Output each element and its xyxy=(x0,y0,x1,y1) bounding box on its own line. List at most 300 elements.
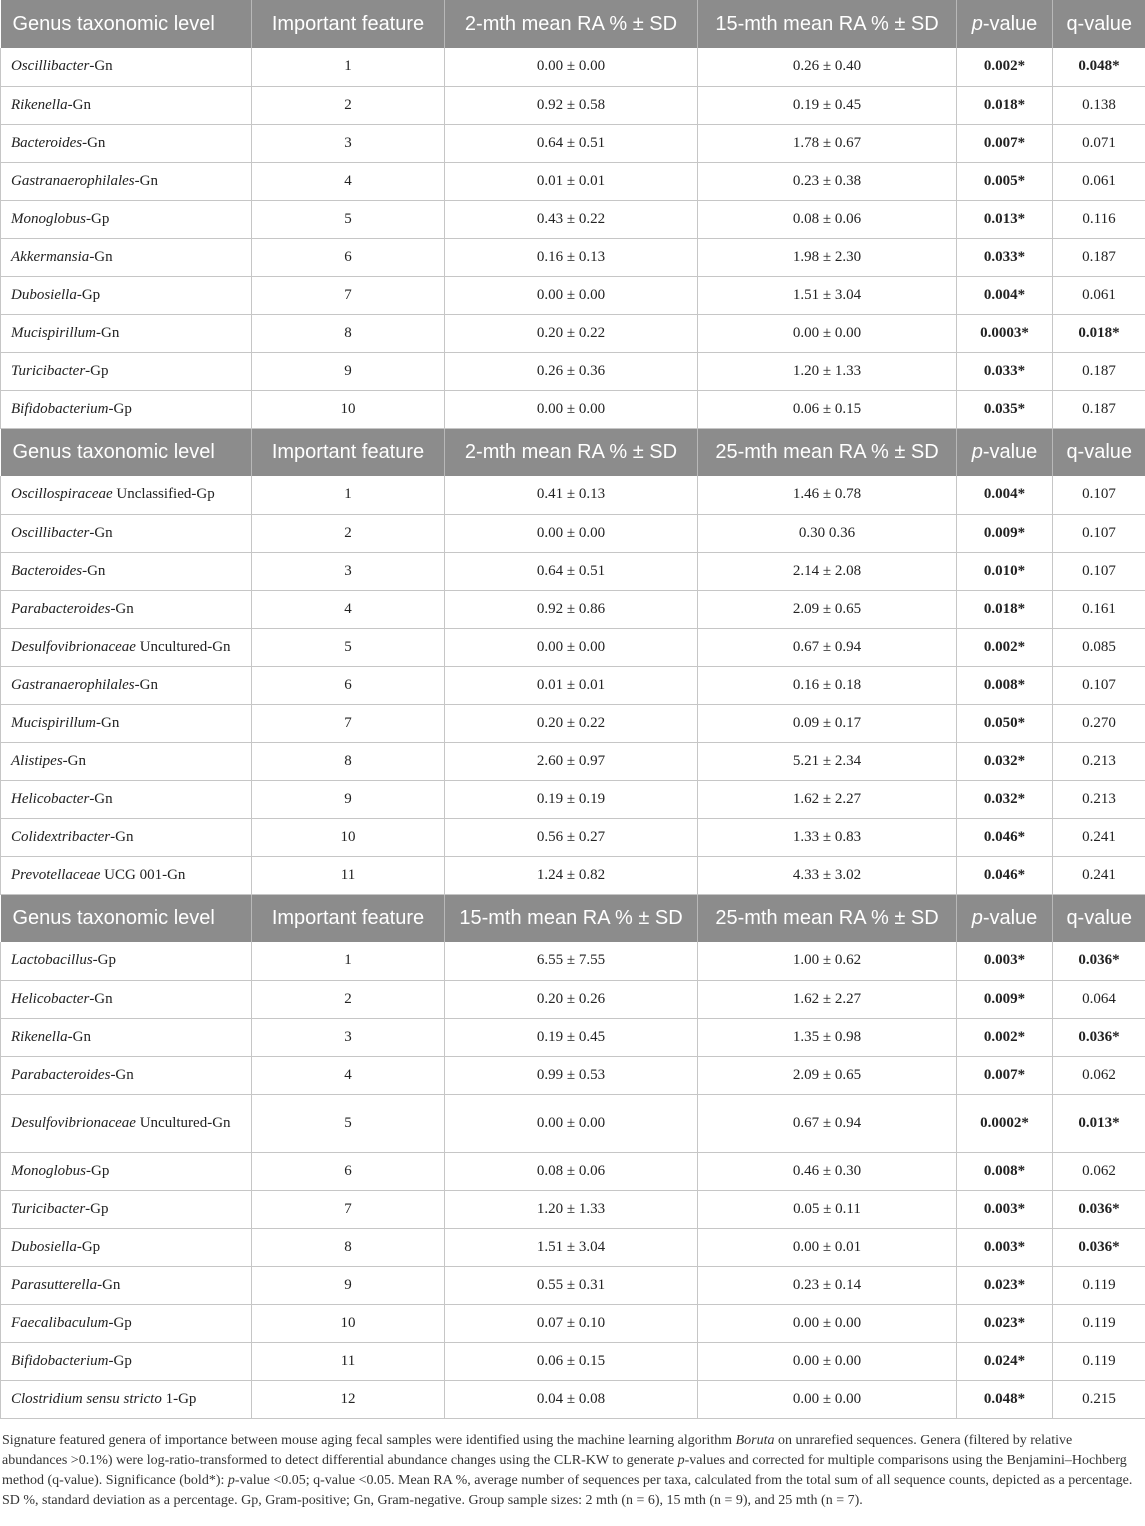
table-row xyxy=(1,124,1145,162)
feature-rank: 2 xyxy=(252,86,445,124)
section-header-row xyxy=(1,894,1145,942)
genus-cell xyxy=(1,86,252,124)
genus-cell xyxy=(1,1056,252,1094)
q-value: 0.085 xyxy=(1053,628,1145,666)
table-row xyxy=(1,1094,1145,1152)
mean-ra-b: 1.78 ± 0.67 xyxy=(698,124,957,162)
genus-name: Faecalibaculum xyxy=(11,1314,109,1331)
q-value: 0.036* xyxy=(1053,1190,1145,1228)
mean-ra-a: 0.43 ± 0.22 xyxy=(445,200,698,238)
genus-cell xyxy=(1,162,252,200)
mean-ra-a: 1.20 ± 1.33 xyxy=(445,1190,698,1228)
genus-cell xyxy=(1,1304,252,1342)
q-value: 0.071 xyxy=(1053,124,1145,162)
q-value: 0.036* xyxy=(1053,1018,1145,1056)
genus-suffix: -Gn xyxy=(134,676,158,693)
mean-ra-b: 0.16 ± 0.18 xyxy=(698,666,957,704)
genus-suffix: Unclassified-Gp xyxy=(112,486,215,503)
mean-ra-a: 0.01 ± 0.01 xyxy=(445,162,698,200)
table-row xyxy=(1,1342,1145,1380)
table-row xyxy=(1,1190,1145,1228)
table-row xyxy=(1,48,1145,86)
header-q-value: q-value xyxy=(1066,440,1133,463)
table-row xyxy=(1,590,1145,628)
table-row xyxy=(1,200,1145,238)
mean-ra-a: 0.55 ± 0.31 xyxy=(445,1266,698,1304)
mean-ra-a: 6.55 ± 7.55 xyxy=(445,942,698,980)
genus-cell xyxy=(1,200,252,238)
table-row xyxy=(1,1266,1145,1304)
p-value: 0.009* xyxy=(957,980,1053,1018)
q-value: 0.187 xyxy=(1053,238,1145,276)
header-q-value: q-value xyxy=(1066,12,1133,35)
p-value: 0.048* xyxy=(957,1380,1053,1418)
genus-name: Parabacteroides xyxy=(11,1066,111,1083)
q-value: 0.213 xyxy=(1053,742,1145,780)
p-value: 0.007* xyxy=(957,1056,1053,1094)
genus-name: Monoglobus xyxy=(11,1162,86,1179)
table-row xyxy=(1,1304,1145,1342)
genus-name: Prevotellaceae xyxy=(11,866,101,883)
mean-ra-b: 0.23 ± 0.38 xyxy=(698,162,957,200)
mean-ra-a: 0.56 ± 0.27 xyxy=(445,818,698,856)
mean-ra-b: 0.67 ± 0.94 xyxy=(698,1094,957,1152)
feature-rank: 10 xyxy=(252,818,445,856)
mean-ra-a: 0.16 ± 0.13 xyxy=(445,238,698,276)
p-value: 0.002* xyxy=(957,48,1053,86)
table-row xyxy=(1,238,1145,276)
mean-ra-a: 0.00 ± 0.00 xyxy=(445,390,698,428)
genus-name: Turicibacter xyxy=(11,1200,86,1217)
feature-rank: 9 xyxy=(252,1266,445,1304)
mean-ra-b: 1.62 ± 2.27 xyxy=(698,780,957,818)
p-value: 0.033* xyxy=(957,352,1053,390)
p-value: 0.009* xyxy=(957,514,1053,552)
feature-rank: 4 xyxy=(252,162,445,200)
genus-name: Akkermansia xyxy=(11,248,90,265)
genus-cell xyxy=(1,742,252,780)
header-col-a: 2-mth mean RA % ± SD xyxy=(445,428,698,476)
genus-suffix: -Gp xyxy=(108,400,132,417)
genus-name: Rikenella xyxy=(11,96,68,113)
genus-suffix: -Gp xyxy=(76,1238,101,1255)
genus-suffix: -Gp xyxy=(92,952,116,969)
genus-name: Bacteroides xyxy=(11,562,83,579)
mean-ra-b: 0.26 ± 0.40 xyxy=(698,48,957,86)
genus-cell xyxy=(1,48,252,86)
genus-cell xyxy=(1,704,252,742)
q-value: 0.119 xyxy=(1053,1342,1145,1380)
genus-suffix: -Gn xyxy=(96,324,120,341)
genus-cell xyxy=(1,818,252,856)
mean-ra-a: 0.41 ± 0.13 xyxy=(445,476,698,514)
mean-ra-a: 0.04 ± 0.08 xyxy=(445,1380,698,1418)
mean-ra-b: 4.33 ± 3.02 xyxy=(698,856,957,894)
feature-rank: 2 xyxy=(252,514,445,552)
header-p-italic: p xyxy=(971,12,983,35)
mean-ra-a: 0.64 ± 0.51 xyxy=(445,124,698,162)
feature-rank: 9 xyxy=(252,352,445,390)
genus-cell xyxy=(1,1094,252,1152)
mean-ra-a: 0.20 ± 0.26 xyxy=(445,980,698,1018)
genus-name: Clostridium sensu stricto xyxy=(11,1390,162,1407)
mean-ra-a: 0.19 ± 0.45 xyxy=(445,1018,698,1056)
p-value: 0.010* xyxy=(957,552,1053,590)
header-col-b: 25-mth mean RA % ± SD xyxy=(698,894,957,942)
genus-name: Colidextribacter xyxy=(11,828,111,845)
feature-rank: 2 xyxy=(252,980,445,1018)
genus-cell xyxy=(1,514,252,552)
mean-ra-a: 0.01 ± 0.01 xyxy=(445,666,698,704)
genus-suffix: -Gn xyxy=(67,96,91,113)
footnote-boruta: Boruta xyxy=(735,1432,775,1448)
q-value: 0.048* xyxy=(1053,48,1145,86)
mean-ra-b: 0.00 ± 0.00 xyxy=(698,314,957,352)
mean-ra-b: 1.00 ± 0.62 xyxy=(698,942,957,980)
mean-ra-a: 0.00 ± 0.00 xyxy=(445,1094,698,1152)
header-p-rest: -value xyxy=(982,440,1038,463)
q-value: 0.107 xyxy=(1053,666,1145,704)
mean-ra-a: 0.92 ± 0.86 xyxy=(445,590,698,628)
mean-ra-b: 1.51 ± 3.04 xyxy=(698,276,957,314)
genus-name: Dubosiella xyxy=(11,1238,77,1255)
genus-suffix: -Gn xyxy=(89,524,113,541)
mean-ra-b: 1.33 ± 0.83 xyxy=(698,818,957,856)
genus-cell xyxy=(1,1342,252,1380)
header-col-a: 2-mth mean RA % ± SD xyxy=(445,0,698,48)
header-feature: Important feature xyxy=(252,894,445,942)
mean-ra-b: 0.19 ± 0.45 xyxy=(698,86,957,124)
q-value: 0.187 xyxy=(1053,390,1145,428)
header-p-rest: -value xyxy=(982,12,1038,35)
feature-rank: 11 xyxy=(252,856,445,894)
table-row xyxy=(1,162,1145,200)
table-row xyxy=(1,980,1145,1018)
mean-ra-a: 0.00 ± 0.00 xyxy=(445,514,698,552)
q-value: 0.018* xyxy=(1053,314,1145,352)
feature-rank: 7 xyxy=(252,276,445,314)
mean-ra-a: 2.60 ± 0.97 xyxy=(445,742,698,780)
p-value: 0.032* xyxy=(957,742,1053,780)
table-row xyxy=(1,390,1145,428)
mean-ra-b: 0.23 ± 0.14 xyxy=(698,1266,957,1304)
header-feature: Important feature xyxy=(252,428,445,476)
genus-cell xyxy=(1,352,252,390)
table-row xyxy=(1,780,1145,818)
q-value: 0.241 xyxy=(1053,818,1145,856)
q-value: 0.138 xyxy=(1053,86,1145,124)
mean-ra-b: 2.14 ± 2.08 xyxy=(698,552,957,590)
genus-cell xyxy=(1,942,252,980)
table-row xyxy=(1,1152,1145,1190)
mean-ra-b: 0.00 ± 0.01 xyxy=(698,1228,957,1266)
mean-ra-b: 0.06 ± 0.15 xyxy=(698,390,957,428)
mean-ra-a: 1.24 ± 0.82 xyxy=(445,856,698,894)
genus-name: Helicobacter xyxy=(11,990,90,1007)
genus-cell xyxy=(1,476,252,514)
header-p-value xyxy=(957,894,1053,942)
table-row xyxy=(1,818,1145,856)
p-value: 0.050* xyxy=(957,704,1053,742)
table-row xyxy=(1,276,1145,314)
mean-ra-b: 0.30 0.36 xyxy=(698,514,957,552)
p-value: 0.003* xyxy=(957,942,1053,980)
genus-suffix: -Gn xyxy=(82,562,106,579)
genus-suffix: -Gn xyxy=(96,714,120,731)
p-value: 0.035* xyxy=(957,390,1053,428)
genus-cell xyxy=(1,1190,252,1228)
genus-suffix: -Gn xyxy=(110,600,134,617)
q-value: 0.062 xyxy=(1053,1152,1145,1190)
header-genus: Genus taxonomic level xyxy=(1,0,252,48)
genus-suffix: -Gn xyxy=(134,172,158,189)
p-value: 0.002* xyxy=(957,628,1053,666)
feature-rank: 7 xyxy=(252,1190,445,1228)
mean-ra-a: 0.19 ± 0.19 xyxy=(445,780,698,818)
feature-rank: 6 xyxy=(252,238,445,276)
table-row xyxy=(1,1228,1145,1266)
mean-ra-b: 2.09 ± 0.65 xyxy=(698,1056,957,1094)
q-value: 0.061 xyxy=(1053,162,1145,200)
q-value: 0.215 xyxy=(1053,1380,1145,1418)
genus-name: Desulfovibrionaceae xyxy=(11,638,136,655)
mean-ra-a: 0.20 ± 0.22 xyxy=(445,314,698,352)
genus-name: Gastranaerophilales xyxy=(11,676,135,693)
p-value: 0.008* xyxy=(957,1152,1053,1190)
p-value: 0.004* xyxy=(957,276,1053,314)
p-value: 0.046* xyxy=(957,818,1053,856)
genus-suffix: -Gn xyxy=(89,790,113,807)
genus-suffix: -Gn xyxy=(89,248,113,265)
genus-name: Monoglobus xyxy=(11,210,86,227)
q-value: 0.116 xyxy=(1053,200,1145,238)
genus-cell xyxy=(1,390,252,428)
q-value: 0.107 xyxy=(1053,476,1145,514)
q-value: 0.119 xyxy=(1053,1304,1145,1342)
genus-suffix: -Gn xyxy=(89,58,113,75)
mean-ra-a: 0.00 ± 0.00 xyxy=(445,276,698,314)
q-value: 0.119 xyxy=(1053,1266,1145,1304)
q-value: 0.161 xyxy=(1053,590,1145,628)
table-row xyxy=(1,942,1145,980)
q-value: 0.036* xyxy=(1053,1228,1145,1266)
genus-name: Rikenella xyxy=(11,1028,68,1045)
p-value: 0.018* xyxy=(957,86,1053,124)
feature-rank: 8 xyxy=(252,1228,445,1266)
feature-rank: 7 xyxy=(252,704,445,742)
table-row xyxy=(1,86,1145,124)
feature-rank: 6 xyxy=(252,666,445,704)
header-col-a: 15-mth mean RA % ± SD xyxy=(445,894,698,942)
header-q-value: q-value xyxy=(1066,906,1133,929)
feature-rank: 1 xyxy=(252,476,445,514)
genus-suffix: UCG 001-Gn xyxy=(100,866,186,883)
mean-ra-b: 0.09 ± 0.17 xyxy=(698,704,957,742)
footnote-text-1: Signature featured genera of importance between mouse aging fecal samples were identified using the machine learning algorithm xyxy=(2,1432,736,1448)
genus-suffix: -Gp xyxy=(76,286,101,303)
section-header-row xyxy=(1,428,1145,476)
footnote-p-2: p xyxy=(227,1472,235,1488)
genus-name: Lactobacillus xyxy=(11,952,93,969)
p-value: 0.046* xyxy=(957,856,1053,894)
table-row xyxy=(1,476,1145,514)
genus-suffix: -Gp xyxy=(108,1352,132,1369)
genus-name: Gastranaerophilales xyxy=(11,172,135,189)
genus-name: Bifidobacterium xyxy=(11,1352,109,1369)
section-header-row xyxy=(1,0,1145,48)
genus-cell xyxy=(1,1266,252,1304)
genus-suffix: -Gp xyxy=(108,1314,132,1331)
q-value: 0.213 xyxy=(1053,780,1145,818)
q-value: 0.107 xyxy=(1053,552,1145,590)
genus-suffix: Uncultured-Gn xyxy=(135,1114,231,1131)
header-p-rest: -value xyxy=(982,906,1038,929)
q-value: 0.061 xyxy=(1053,276,1145,314)
genus-cell xyxy=(1,590,252,628)
mean-ra-b: 1.46 ± 0.78 xyxy=(698,476,957,514)
mean-ra-a: 0.26 ± 0.36 xyxy=(445,352,698,390)
mean-ra-b: 1.62 ± 2.27 xyxy=(698,980,957,1018)
mean-ra-b: 0.05 ± 0.11 xyxy=(698,1190,957,1228)
q-value: 0.036* xyxy=(1053,942,1145,980)
mean-ra-b: 0.46 ± 0.30 xyxy=(698,1152,957,1190)
feature-rank: 10 xyxy=(252,390,445,428)
p-value: 0.0002* xyxy=(957,1094,1053,1152)
table-row xyxy=(1,742,1145,780)
genus-cell xyxy=(1,628,252,666)
genus-suffix: -Gn xyxy=(97,1276,121,1293)
genus-cell xyxy=(1,314,252,352)
mean-ra-a: 0.99 ± 0.53 xyxy=(445,1056,698,1094)
genus-name: Oscillibacter xyxy=(11,524,90,541)
genus-cell xyxy=(1,856,252,894)
genus-suffix: Uncultured-Gn xyxy=(135,638,231,655)
feature-rank: 9 xyxy=(252,780,445,818)
genus-cell xyxy=(1,552,252,590)
table-row xyxy=(1,514,1145,552)
genus-suffix: -Gn xyxy=(62,752,86,769)
mean-ra-a: 0.06 ± 0.15 xyxy=(445,1342,698,1380)
p-value: 0.032* xyxy=(957,780,1053,818)
genus-cell xyxy=(1,124,252,162)
p-value: 0.023* xyxy=(957,1266,1053,1304)
p-value: 0.024* xyxy=(957,1342,1053,1380)
genus-name: Bacteroides xyxy=(11,134,83,151)
feature-rank: 6 xyxy=(252,1152,445,1190)
header-p-italic: p xyxy=(971,906,983,929)
mean-ra-b: 1.98 ± 2.30 xyxy=(698,238,957,276)
header-col-b: 25-mth mean RA % ± SD xyxy=(698,428,957,476)
feature-rank: 3 xyxy=(252,552,445,590)
genus-name: Alistipes xyxy=(11,752,63,769)
genus-cell xyxy=(1,666,252,704)
genus-suffix: -Gn xyxy=(82,134,106,151)
feature-rank: 12 xyxy=(252,1380,445,1418)
mean-ra-b: 1.20 ± 1.33 xyxy=(698,352,957,390)
mean-ra-a: 0.00 ± 0.00 xyxy=(445,628,698,666)
header-genus: Genus taxonomic level xyxy=(1,894,252,942)
mean-ra-a: 0.92 ± 0.58 xyxy=(445,86,698,124)
genus-name: Oscillibacter xyxy=(11,58,90,75)
p-value: 0.008* xyxy=(957,666,1053,704)
mean-ra-a: 0.20 ± 0.22 xyxy=(445,704,698,742)
feature-rank: 11 xyxy=(252,1342,445,1380)
genus-name: Oscillospiraceae xyxy=(11,486,113,503)
header-p-value xyxy=(957,0,1053,48)
genus-suffix: -Gp xyxy=(86,1162,110,1179)
p-value: 0.005* xyxy=(957,162,1053,200)
footnote-text-3: -values and corrected for multiple comparisons using the Benjamini–Hochberg method (q-value). Significance (bold*): xyxy=(2,1452,1127,1488)
mean-ra-a: 1.51 ± 3.04 xyxy=(445,1228,698,1266)
p-value: 0.007* xyxy=(957,124,1053,162)
feature-rank: 8 xyxy=(252,314,445,352)
feature-rank: 8 xyxy=(252,742,445,780)
feature-rank: 4 xyxy=(252,590,445,628)
mean-ra-b: 0.08 ± 0.06 xyxy=(698,200,957,238)
footnote-text-2: on unrarefied sequences. Genera (filtered by relative abundances >0.1%) were log-ratio-transformed to detect differential abundance changes using the CLR-KW to generate xyxy=(2,1432,1073,1468)
feature-rank: 5 xyxy=(252,1094,445,1152)
genus-suffix: -Gn xyxy=(110,1066,134,1083)
p-value: 0.033* xyxy=(957,238,1053,276)
genus-suffix: -Gp xyxy=(85,1200,109,1217)
mean-ra-a: 0.64 ± 0.51 xyxy=(445,552,698,590)
table-row xyxy=(1,1056,1145,1094)
p-value: 0.004* xyxy=(957,476,1053,514)
table-row xyxy=(1,1018,1145,1056)
genus-name: Parabacteroides xyxy=(11,600,111,617)
genus-suffix: -Gn xyxy=(67,1028,91,1045)
genus-name: Bifidobacterium xyxy=(11,400,109,417)
q-value: 0.241 xyxy=(1053,856,1145,894)
genus-cell xyxy=(1,1152,252,1190)
mean-ra-b: 1.35 ± 0.98 xyxy=(698,1018,957,1056)
feature-rank: 3 xyxy=(252,1018,445,1056)
mean-ra-a: 0.07 ± 0.10 xyxy=(445,1304,698,1342)
genus-cell xyxy=(1,238,252,276)
p-value: 0.002* xyxy=(957,1018,1053,1056)
feature-rank: 1 xyxy=(252,942,445,980)
q-value: 0.107 xyxy=(1053,514,1145,552)
genus-name: Helicobacter xyxy=(11,790,90,807)
genus-suffix: -Gn xyxy=(89,990,113,1007)
table-row xyxy=(1,352,1145,390)
header-col-b: 15-mth mean RA % ± SD xyxy=(698,0,957,48)
genus-name: Turicibacter xyxy=(11,362,86,379)
footnote-p-1: p xyxy=(677,1452,685,1468)
header-genus: Genus taxonomic level xyxy=(1,428,252,476)
feature-rank: 5 xyxy=(252,628,445,666)
table-row xyxy=(1,704,1145,742)
p-value: 0.018* xyxy=(957,590,1053,628)
feature-rank: 3 xyxy=(252,124,445,162)
p-value: 0.003* xyxy=(957,1228,1053,1266)
table-row xyxy=(1,552,1145,590)
mean-ra-b: 0.00 ± 0.00 xyxy=(698,1304,957,1342)
q-value: 0.270 xyxy=(1053,704,1145,742)
genus-suffix: -Gp xyxy=(85,362,109,379)
genus-suffix: -Gn xyxy=(110,828,134,845)
table-row xyxy=(1,856,1145,894)
mean-ra-b: 5.21 ± 2.34 xyxy=(698,742,957,780)
genus-name: Desulfovibrionaceae xyxy=(11,1114,136,1131)
genus-cell xyxy=(1,780,252,818)
table-row xyxy=(1,1380,1145,1418)
feature-rank: 1 xyxy=(252,48,445,86)
table-row xyxy=(1,666,1145,704)
genus-cell xyxy=(1,1380,252,1418)
table-row xyxy=(1,314,1145,352)
table-body xyxy=(1,0,1145,1418)
